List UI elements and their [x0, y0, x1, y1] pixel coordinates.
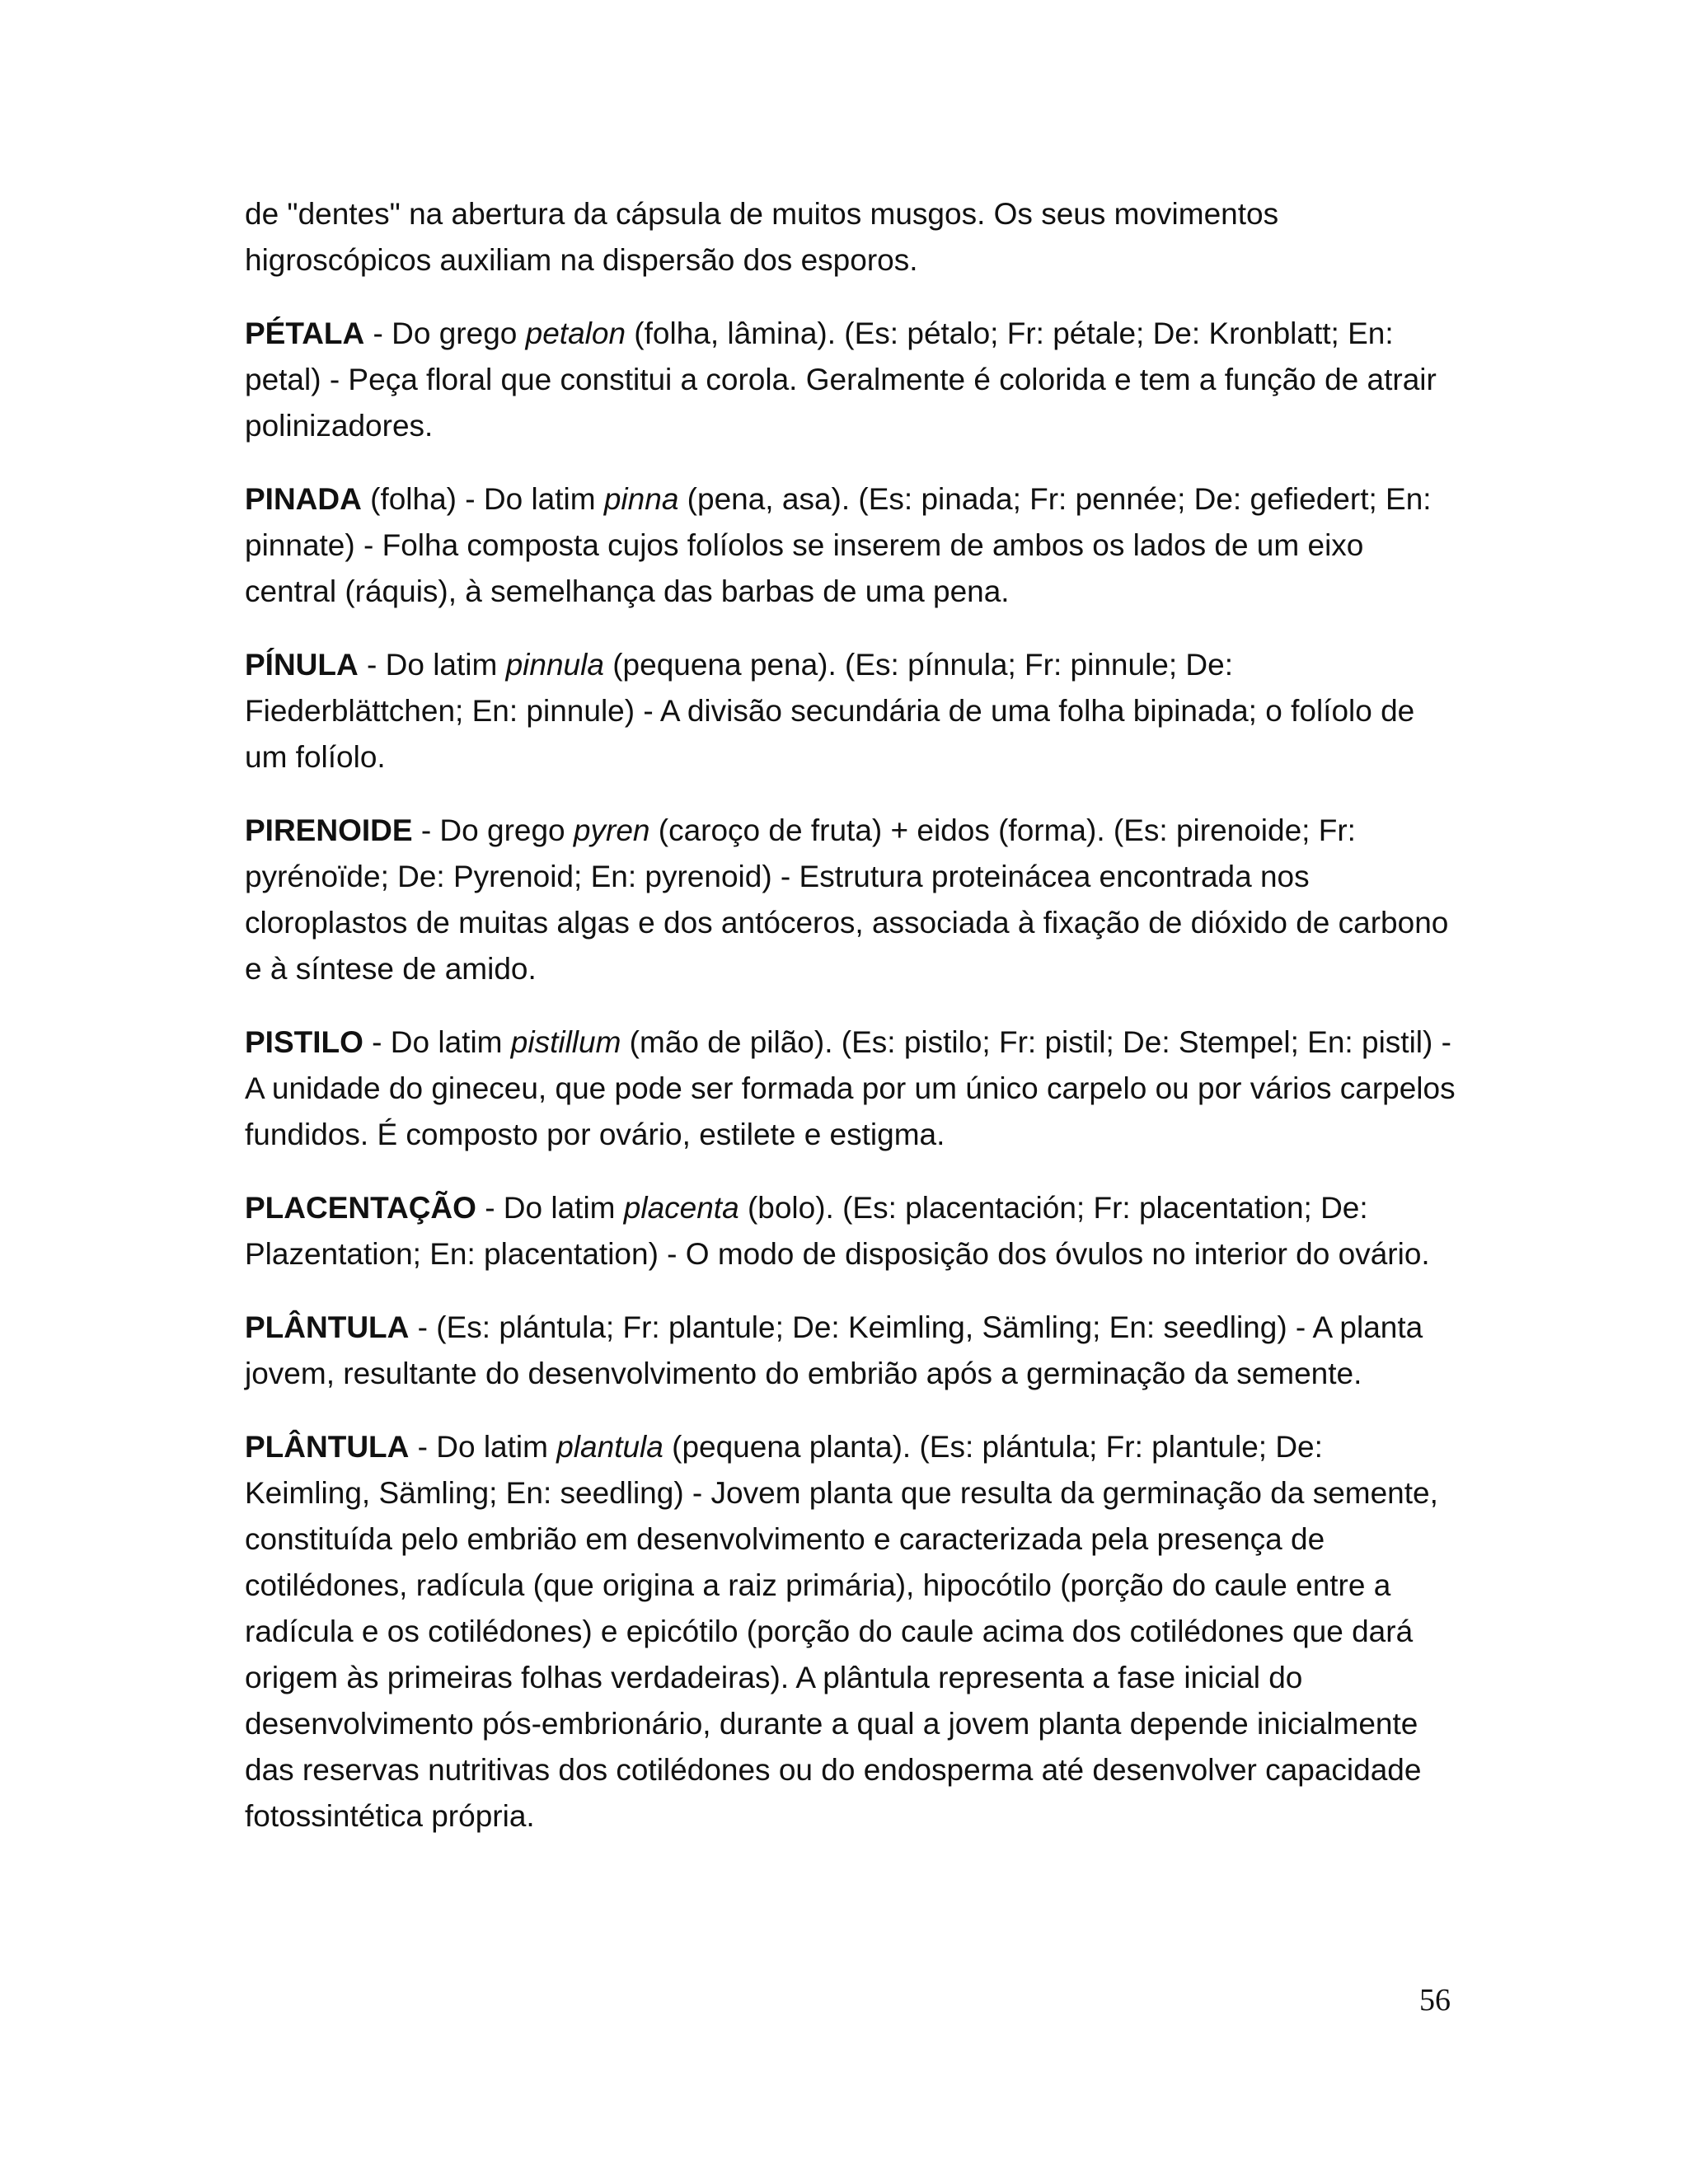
entry-term: PÉTALA — [245, 316, 365, 350]
entry-etymon: pinnula — [505, 648, 604, 682]
entry-term: PISTILO — [245, 1025, 363, 1059]
entry-text-pre: - (Es: plántula; Fr: plantule; De: Keimling, Sämling; En: seedling) - A planta jovem, resultante do desenvolvimento do embrião após a germinação da semente. — [245, 1310, 1423, 1390]
glossary-entry-pirenoide — [245, 808, 1456, 992]
entry-text-post: (pena, asa). (Es: pinada; Fr: pennée; De: gefiedert; En: pinnate) - Folha composta cujos folíolos se inserem de ambos os lados de um eixo central (ráquis), à semelhança das barbas de uma pena. — [245, 482, 1432, 608]
entry-text-post: (caroço de fruta) + eidos (forma). (Es: pirenoide; Fr: pyrénoïde; De: Pyrenoid; En: pyrenoid) - Estrutura proteinácea encontrada nos cloroplastos de muitas algas e dos antóceros, associada à fixação de dióxido de carbono e à síntese de amido. — [245, 813, 1449, 986]
entry-text-pre: (folha) - Do latim — [361, 482, 604, 516]
entry-text-post: (pequena pena). (Es: pínnula; Fr: pinnule; De: Fiederblättchen; En: pinnule) - A divisão secundária de uma folha bipinada; o folíolo de um folíolo. — [245, 648, 1415, 774]
entry-etymon: petalon — [525, 316, 626, 350]
entry-term: PLÂNTULA — [245, 1310, 410, 1344]
glossary-entry-petala — [245, 311, 1456, 449]
entry-text-pre: - Do latim — [358, 648, 506, 682]
entry-text-pre: - Do grego — [412, 813, 574, 847]
entry-etymon: pinna — [603, 482, 679, 516]
glossary-entry-pistilo — [245, 1019, 1456, 1158]
entry-text-pre: - Do latim — [363, 1025, 511, 1059]
entry-term: PÍNULA — [245, 648, 359, 682]
entry-etymon: pyren — [573, 813, 650, 847]
glossary-entry-placentacao — [245, 1185, 1456, 1277]
entry-text-pre: - Do grego — [364, 316, 526, 350]
entry-term: PINADA — [245, 482, 362, 516]
glossary-entry-plantula-2 — [245, 1424, 1456, 1840]
entry-text-pre: - Do latim — [476, 1191, 624, 1225]
entry-term: PIRENOIDE — [245, 813, 413, 847]
glossary-entry-pinada — [245, 476, 1456, 615]
entry-text-post: (bolo). (Es: placentación; Fr: placentation; De: Plazentation; En: placentation) - O modo de disposição dos óvulos no interior do ovário. — [245, 1191, 1430, 1271]
entry-term: PLÂNTULA — [245, 1430, 410, 1464]
entry-etymon: plantula — [556, 1430, 663, 1464]
glossary-body — [245, 191, 1456, 1867]
glossary-entry-plantula-1 — [245, 1305, 1456, 1397]
continued-definition: de "dentes" na abertura da cápsula de muitos musgos. Os seus movimentos higroscópicos auxiliam na dispersão dos esporos. — [245, 197, 1279, 277]
entry-term: PLACENTAÇÃO — [245, 1191, 476, 1225]
entry-text-pre: - Do latim — [409, 1430, 557, 1464]
page-number: 56 — [1419, 1983, 1451, 2018]
entry-text-post: (folha, lâmina). (Es: pétalo; Fr: pétale; De: Kronblatt; En: petal) - Peça floral que constitui a corola. Geralmente é colorida e tem a função de atrair polinizadores. — [245, 316, 1437, 443]
entry-text-post: (mão de pilão). (Es: pistilo; Fr: pistil; De: Stempel; En: pistil) - A unidade do gineceu, que pode ser formada por um único carpelo ou por vários carpelos fundidos. É composto por ovário, estilete e estigma. — [245, 1025, 1456, 1151]
entry-etymon: pistillum — [510, 1025, 621, 1059]
entry-text-post: (pequena planta). (Es: plántula; Fr: plantule; De: Keimling, Sämling; En: seedling) - Jovem planta que resulta da germinação da semente, constituída pelo embrião em desenvolvimento e caracterizada pela presença de cotilédones, radícula (que origina a raiz primária), hipocótilo (porção do caule entre a radícula e os cotilédones) e epicótilo (porção do caule acima dos cotilédones que dará origem às primeiras folhas verdadeiras). A plântula representa a fase inicial do desenvolvimento pós-embrionário, durante a qual a jovem planta depende inicialmente das reservas nutritivas dos cotilédones ou do endosperma até desenvolver capacidade fotossintética própria. — [245, 1430, 1438, 1833]
entry-etymon: placenta — [623, 1191, 739, 1225]
glossary-entry-pinula — [245, 642, 1456, 780]
